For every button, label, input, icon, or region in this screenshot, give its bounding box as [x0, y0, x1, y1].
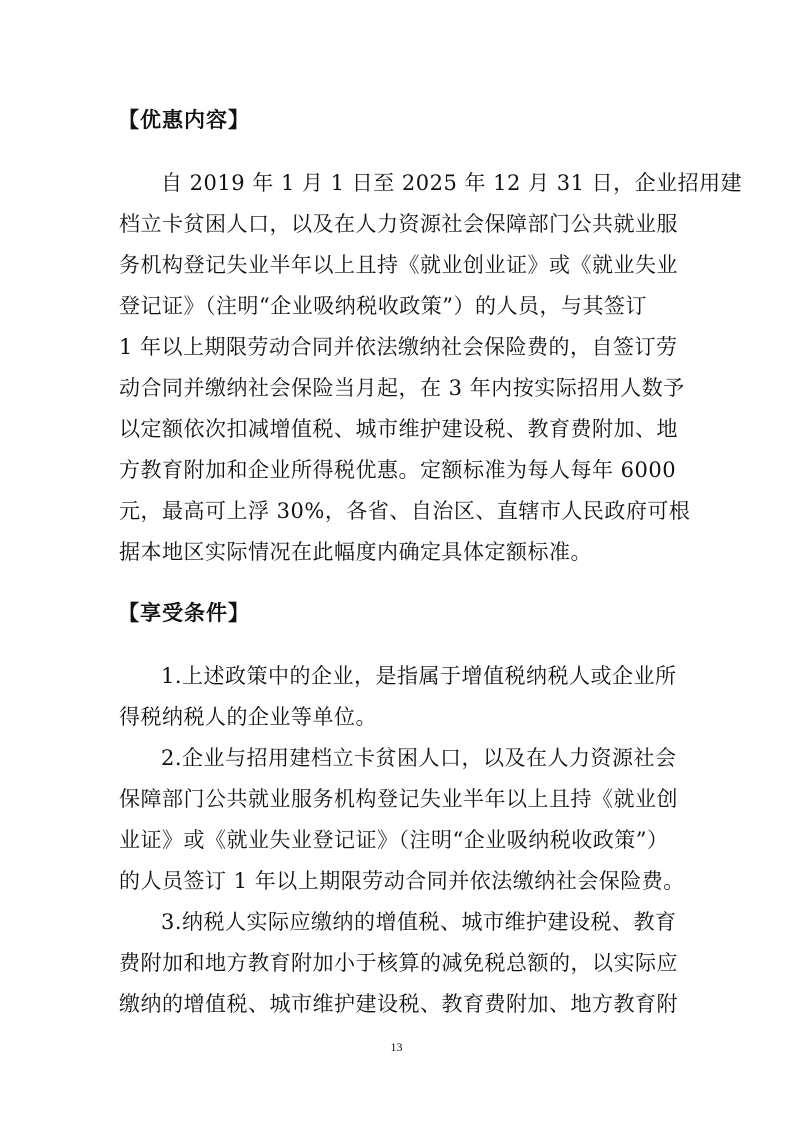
benefits-line-1: 自 2019 年 1 月 1 日至 2025 年 12 月 31 日，企业招用建	[161, 171, 743, 195]
conditions-line-1: 1.上述政策中的企业，是指属于增值税纳税人或企业所	[161, 664, 677, 688]
conditions-line-4: 保障部门公共就业服务机构登记失业半年以上且持《就业创	[119, 787, 678, 811]
benefits-line-3: 务机构登记失业半年以上且持《就业创业证》或《就业失业	[119, 253, 678, 277]
benefits-line-6: 动合同并缴纳社会保险当月起，在 3 年内按实际招用人数予	[119, 376, 685, 400]
conditions-line-6: 的人员签订 1 年以上期限劳动合同并依法缴纳社会保险费。	[119, 869, 685, 893]
benefits-line-7: 以定额依次扣减增值税、城市维护建设税、教育费附加、地	[119, 417, 678, 441]
benefits-line-5: 1 年以上期限劳动合同并依法缴纳社会保险费的，自签订劳	[119, 335, 678, 359]
benefits-line-10: 据本地区实际情况在此幅度内确定具体定额标准。	[119, 540, 592, 564]
page-number: 13	[390, 1040, 403, 1054]
benefits-line-9: 元，最高可上浮 30%，各省、自治区、直辖市人民政府可根	[119, 499, 691, 523]
conditions-line-2: 得税纳税人的企业等单位。	[119, 705, 377, 729]
benefits-line-8: 方教育附加和企业所得税优惠。定额标准为每人每年 6000	[119, 458, 677, 482]
conditions-line-7: 3.纳税人实际应缴纳的增值税、城市维护建设税、教育	[161, 910, 677, 934]
conditions-line-9: 缴纳的增值税、城市维护建设税、教育费附加、地方教育附	[119, 992, 678, 1016]
section-heading-conditions: 【享受条件】	[118, 601, 250, 625]
section-heading-benefits: 【优惠内容】	[118, 108, 250, 132]
conditions-line-3: 2.企业与招用建档立卡贫困人口，以及在人力资源社会	[161, 746, 677, 770]
benefits-line-2: 档立卡贫困人口，以及在人力资源社会保障部门公共就业服	[119, 212, 678, 236]
conditions-line-5: 业证》或《就业失业登记证》（注明“企业吸纳税收政策”）	[119, 828, 669, 852]
conditions-line-8: 费附加和地方教育附加小于核算的减免税总额的，以实际应	[119, 951, 678, 975]
benefits-line-4: 登记证》（注明“企业吸纳税收政策”）的人员，与其签订	[119, 294, 647, 318]
